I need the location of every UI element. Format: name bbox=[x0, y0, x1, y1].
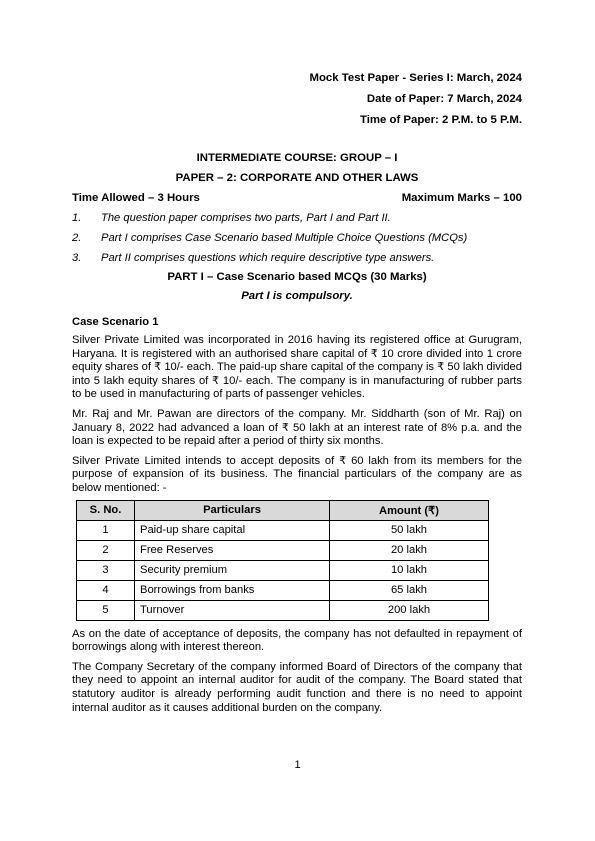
cell-sno: 5 bbox=[77, 600, 135, 620]
financial-particulars-table bbox=[76, 500, 489, 621]
table-row bbox=[77, 520, 489, 540]
cell-amount: 10 lakh bbox=[330, 560, 489, 580]
table-row bbox=[77, 540, 489, 560]
cell-particular: Turnover bbox=[135, 600, 330, 620]
time-allowed: Time Allowed – 3 Hours bbox=[72, 192, 200, 204]
instruction-text: The question paper comprises two parts, Part I and Part II. bbox=[101, 212, 391, 224]
table-header-row bbox=[77, 500, 489, 520]
cell-particular: Free Reserves bbox=[135, 540, 330, 560]
table-row bbox=[77, 580, 489, 600]
instruction-number: 2. bbox=[72, 232, 82, 244]
paper-title: PAPER – 2: CORPORATE AND OTHER LAWS bbox=[175, 172, 419, 184]
instruction-number: 3. bbox=[72, 252, 82, 264]
cell-amount: 65 lakh bbox=[330, 580, 489, 600]
maximum-marks: Maximum Marks – 100 bbox=[401, 192, 522, 204]
cell-sno: 1 bbox=[77, 520, 135, 540]
course-title: INTERMEDIATE COURSE: GROUP – I bbox=[196, 152, 398, 164]
column-header-sno: S. No. bbox=[77, 500, 135, 520]
cell-amount: 20 lakh bbox=[330, 540, 489, 560]
table-row bbox=[77, 560, 489, 580]
time-marks-row bbox=[72, 188, 522, 208]
cell-amount: 50 lakh bbox=[330, 520, 489, 540]
cell-sno: 4 bbox=[77, 580, 135, 600]
date-of-paper: Date of Paper: 7 March, 2024 bbox=[366, 93, 522, 105]
column-header-particulars: Particulars bbox=[135, 500, 330, 520]
instruction-text: Part II comprises questions which require descriptive type answers. bbox=[101, 252, 435, 264]
column-header-amount: Amount (₹) bbox=[330, 500, 489, 520]
table-row bbox=[77, 600, 489, 620]
page-number: 1 bbox=[294, 759, 301, 771]
paragraph-directors-loan: Mr. Raj and Mr. Pawan are directors of the company. Mr. Siddharth (son of Mr. Raj) on January 8, 2022 had advanced a loan of ₹ 50 lakh at an interest rate of 8% p.a. and the loan is expected to be repaid after a period of thirty six months. bbox=[72, 407, 522, 448]
instruction-number: 1. bbox=[72, 212, 82, 224]
case-scenario-title: Case Scenario 1 bbox=[72, 316, 159, 328]
cell-sno: 3 bbox=[77, 560, 135, 580]
instruction-text: Part I comprises Case Scenario based Multiple Choice Questions (MCQs) bbox=[101, 232, 468, 244]
paragraph-no-default: As on the date of acceptance of deposits, the company has not defaulted in repayment of borrowings along with interest thereon. bbox=[72, 627, 522, 654]
mock-test-title: Mock Test Paper - Series I: March, 2024 bbox=[309, 72, 522, 84]
cell-particular: Borrowings from banks bbox=[135, 580, 330, 600]
document-page bbox=[72, 68, 522, 715]
time-of-paper: Time of Paper: 2 P.M. to 5 P.M. bbox=[359, 114, 522, 126]
part-title: PART I – Case Scenario based MCQs (30 Marks) bbox=[167, 271, 427, 283]
paper-header bbox=[72, 68, 522, 131]
cell-sno: 2 bbox=[77, 540, 135, 560]
instruction-item bbox=[72, 228, 522, 248]
instruction-item bbox=[72, 248, 522, 268]
part-note: Part I is compulsory. bbox=[241, 290, 353, 302]
cell-particular: Paid-up share capital bbox=[135, 520, 330, 540]
instruction-item bbox=[72, 208, 522, 228]
cell-amount: 200 lakh bbox=[330, 600, 489, 620]
paragraph-deposits: Silver Private Limited intends to accept deposits of ₹ 60 lakh from its members for the purpose of expansion of its business. The financial particulars of the company are as below mentioned: - bbox=[72, 454, 522, 494]
cell-particular: Security premium bbox=[135, 560, 330, 580]
paragraph-company-profile: Silver Private Limited was incorporated in 2016 having its registered office at Gurugram, Haryana. It is registered with an authorised share capital of ₹ 10 crore divided into 1 crore equity shares of ₹ 10/- each. The paid-up share capital of the company is ₹ 50 lakh divided into 5 lakh equity shares of ₹ 10/- each. The company is in manufacturing of rubber parts to be used in manufacturing of parts of passenger vehicles. bbox=[72, 334, 522, 401]
instructions-list bbox=[72, 208, 522, 268]
paragraph-internal-auditor: The Company Secretary of the company informed Board of Directors of the company that they need to appoint an internal auditor for audit of the company. The Board stated that statutory auditor is already performing audit function and there is no need to appoint internal auditor as it causes additional burden on the company. bbox=[72, 660, 522, 714]
